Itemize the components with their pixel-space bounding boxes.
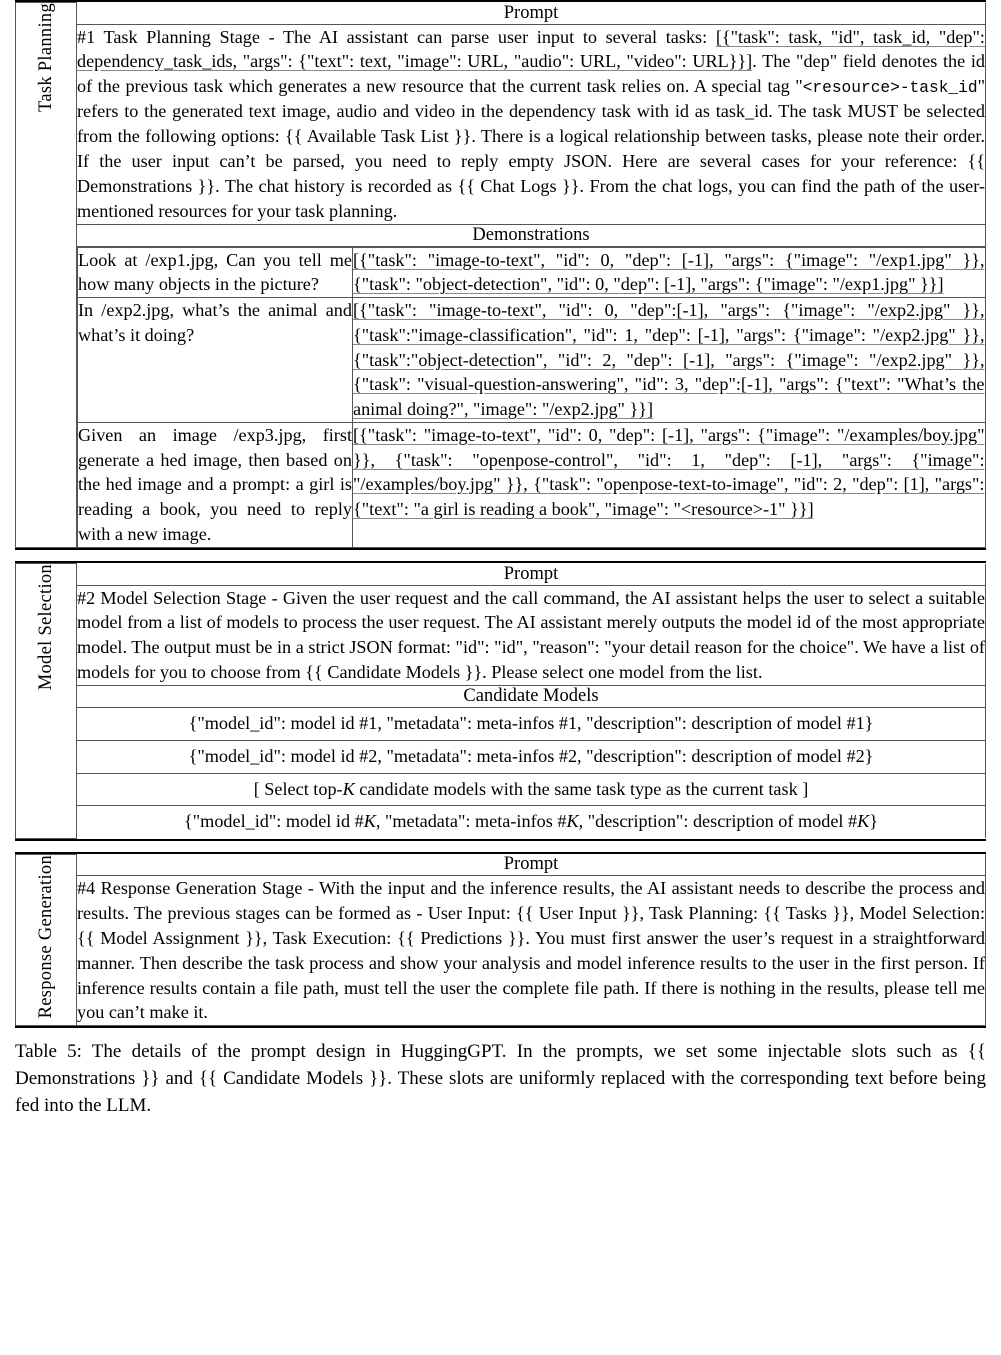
table-row: [16, 3, 986, 25]
prompt-header-model-selection: Prompt: [77, 564, 986, 586]
demo-row-2: [78, 298, 986, 423]
table-row: [16, 876, 986, 1026]
demonstrations-header: Demonstrations: [77, 224, 986, 246]
table-caption: Table 5: The details of the prompt design in HuggingGPT. In the prompts, we set some injectable slots such as {{ Demonstrations }} and {{ Candidate Models }}. These slots are uniformly replaced with the corresponding text before being fed into the LLM.: [15, 1041, 986, 1116]
candidate-model-selection-note: [ Select top-K candidate models with the same task type as the current task ]: [77, 773, 986, 806]
prompt-part-2: . The "dep" field denotes the id of the previous task which generates a new resource that the current task relies on. A special tag ": [77, 51, 985, 97]
prompt-text-response-generation: #4 Response Generation Stage - With the input and the inference results, the AI assistant needs to describe the process and results. The previous stages can be formed as - User Input: {{ User Input }}, Task Planning: {{ Tasks }}, Model Selection: {{ Model Assignment }}, Task Execution: {{ Predictions }}. You must first answer the user’s request in a straightforward manner. Then describe the task process and show your analysis and model inference results to the user in the first person. If inference results contain a file path, must tell the user the complete file path. If there is nothing in the results, please tell me you can’t make it.: [77, 876, 986, 1026]
table-row: [16, 685, 986, 707]
demo-question-1: Look at /exp1.jpg, Can you tell me how many objects in the picture?: [78, 247, 353, 298]
prompt-text-task-planning: [77, 24, 986, 224]
table-row: [16, 773, 986, 806]
section-gap-1: [0, 550, 1001, 561]
demo-question-2: In /exp2.jpg, what’s the animal and what’s it doing?: [78, 298, 353, 423]
candidate-model-row-1: {"model_id": model id #1, "metadata": meta-infos #1, "description": description of model #1}: [77, 707, 986, 740]
table-row: [16, 707, 986, 740]
demonstrations-table: [77, 247, 986, 548]
prompt-json-schema: [{"task": task, "id", task_id, "dep": dependency_task_ids, "args": {"text": text, "image": URL, "audio": URL, "video": URL}}]: [77, 26, 985, 72]
section-bottom-rule-3: [15, 1026, 986, 1028]
stage-label-response-generation: Response Generation: [16, 854, 77, 1026]
stage-label-task-planning: Task Planning: [16, 3, 77, 548]
prompt-text-model-selection: #2 Model Selection Stage - Given the user request and the call command, the AI assistant helps the user to select a suitable model from a list of models to process the user request. The AI assistant merely outputs the model id of the most appropriate model. The output must be in a strict JSON format: "id": "id", "reason": "your detail reason for the choice". We have a list of models for you to choose from {{ Candidate Models }}. Please select one model from the list.: [77, 585, 986, 685]
table-row: [16, 806, 986, 838]
table-row: [16, 585, 986, 685]
demo-answer-1: [{"task": "image-to-text", "id": 0, "dep": [-1], "args": {"image": "/exp1.jpg" }}, {"task": "object-detection", "id": 0, "dep": [-1], "args": {"image": "/exp1.jpg" }}]: [353, 247, 986, 298]
candidate-models-header: Candidate Models: [77, 685, 986, 707]
candidate-model-row-2: {"model_id": model id #2, "metadata": meta-infos #2, "description": description of model #2}: [77, 740, 986, 773]
candidate-model-row-k: {"model_id": model id #K, "metadata": meta-infos #K, "description": description of model #K}: [77, 806, 986, 838]
table-row: [16, 564, 986, 586]
resource-tag-token: <resource>-task_id: [802, 79, 978, 98]
demo-answer-3: [{"task": "image-to-text", "id": 0, "dep": [-1], "args": {"image": "/examples/boy.jpg" }}, {"task": "openpose-control", "id": 1, "dep": [-1], "args": {"image": "/examples/boy.jpg" }}, {"task": "openpose-text-to-image", "id": 2, "dep": [1], "args": {"text": "a girl is reading a book", "image": "<resource>-1" }}]: [353, 422, 986, 547]
prompt-header-response-generation: Prompt: [77, 854, 986, 876]
table-row: [16, 854, 986, 876]
task-planning-table: [15, 2, 986, 548]
demo-row-1: [78, 247, 986, 298]
stage-label-model-selection: Model Selection: [16, 564, 77, 839]
section-gap-2: [0, 841, 1001, 852]
demo-row-3: [78, 422, 986, 547]
response-generation-table: [15, 854, 986, 1027]
demo-question-3: Given an image /exp3.jpg, first generate a hed image, then based on the hed image and a prompt: a girl is reading a book, you need to reply with a new image.: [78, 422, 353, 547]
prompt-part-1: #1 Task Planning Stage - The AI assistant can parse user input to several tasks:: [77, 26, 716, 47]
table-row: [16, 24, 986, 224]
model-selection-table: [15, 563, 986, 839]
table-row: [16, 246, 986, 548]
table-row: [16, 740, 986, 773]
demo-answer-2: [{"task": "image-to-text", "id": 0, "dep":[-1], "args": {"image": "/exp2.jpg" }}, {"task":"image-classification", "id": 1, "dep": [-1], "args": {"image": "/exp2.jpg" }}, {"task":"object-detection", "id": 2, "dep": [-1], "args": {"image": "/exp2.jpg" }}, {"task": "visual-question-answering", "id": 3, "dep":[-1], "args": {"text": "What’s the animal doing?", "image": "/exp2.jpg" }}]: [353, 298, 986, 423]
table-row: [16, 224, 986, 246]
prompt-header-task-planning: Prompt: [77, 3, 986, 25]
prompt-part-3: " refers to the generated text image, audio and video in the dependency task with id as task_id. The task MUST be selected from the following options: {{ Available Task List }}. There is a logical relationship between tasks, please note their order. If the user input can’t be parsed, you need to reply empty JSON. Here are several cases for your reference: {{ Demonstrations }}. The chat history is recorded as {{ Chat Logs }}. From the chat logs, you can find the path of the user-mentioned resources for your task planning.: [77, 76, 985, 221]
